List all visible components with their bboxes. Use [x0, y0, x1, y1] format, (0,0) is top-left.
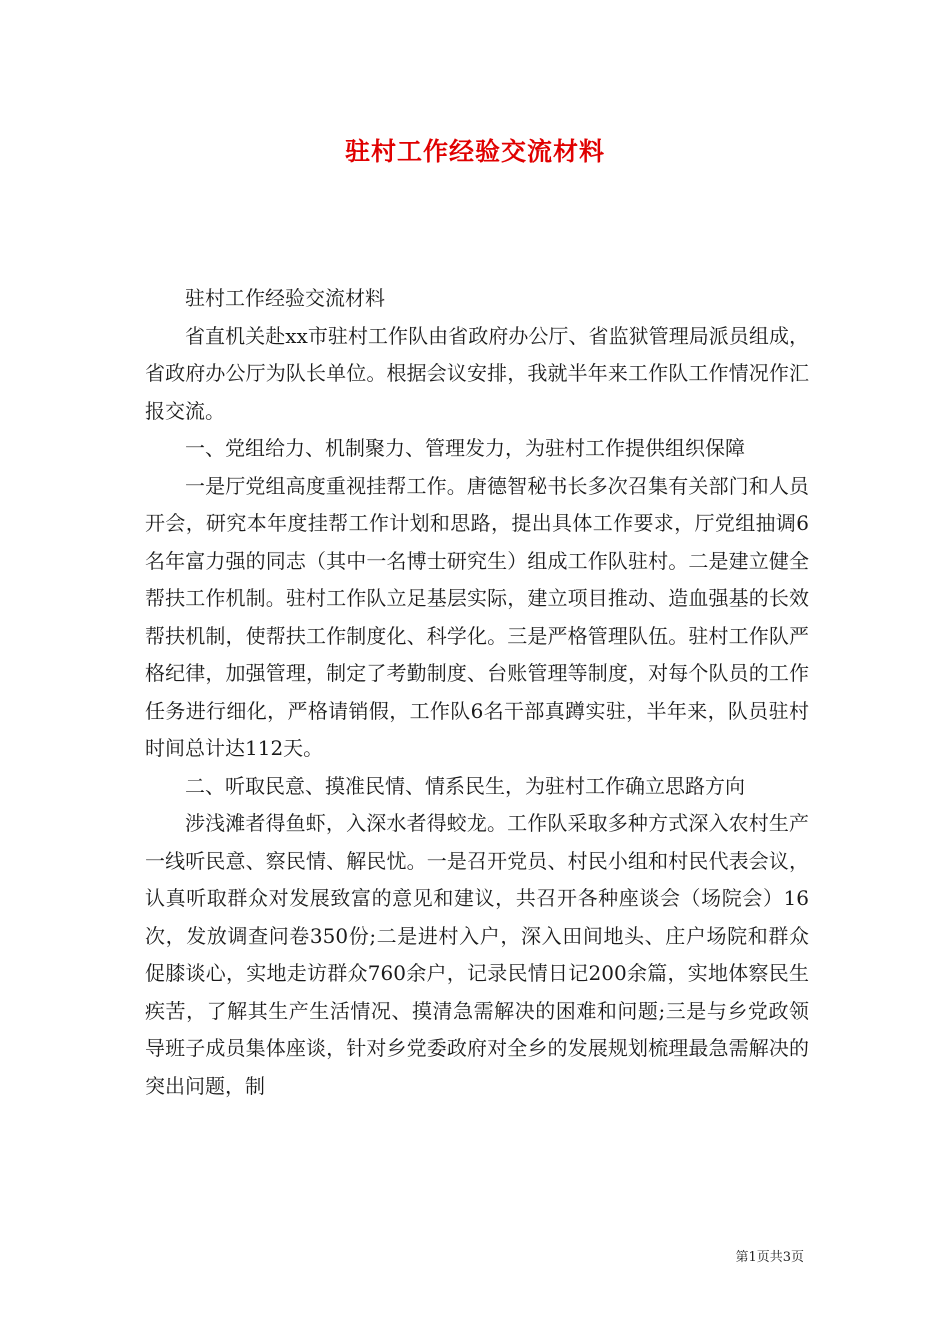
paragraph-section-2: 涉浅滩者得鱼虾，入深水者得蛟龙。工作队采取多种方式深入农村生产一线听民意、察民情、解民忧。一是召开党员、村民小组和村民代表会议，认真听取群众对发展致富的意见和建议，共召开各种座谈会（场院会）16次，发放调查问卷350份;二是进村入户，深入田间地头、庄户场院和群众促膝谈心，实地走访群众760余户，记录民情日记200余篇，实地体察民生疾苦，了解其生产生活情况、摸清急需解决的困难和问题;三是与乡党政领导班子成员集体座谈，针对乡党委政府对全乡的发展规划梳理最急需解决的突出问题，制 — [145, 811, 809, 1098]
section-heading-2: 二、听取民意、摸准民情、情系民生，为驻村工作确立思路方向 — [185, 773, 745, 798]
paragraph-intro: 省直机关赴xx市驻村工作队由省政府办公厅、省监狱管理局派员组成，省政府办公厅为队长单位。根据会议安排，我就半年来工作队工作情况作汇报交流。 — [145, 323, 809, 423]
paragraph-section-1: 一是厅党组高度重视挂帮工作。唐德智秘书长多次召集有关部门和人员开会，研究本年度挂帮工作计划和思路，提出具体工作要求，厅党组抽调6名年富力强的同志（其中一名博士研究生）组成工作队驻村。二是建立健全帮扶工作机制。驻村工作队立足基层实际，建立项目推动、造血强基的长效帮扶机制，使帮扶工作制度化、科学化。三是严格管理队伍。驻村工作队严格纪律，加强管理，制定了考勤制度、台账管理等制度，对每个队员的工作任务进行细化，严格请销假，工作队6名干部真蹲实驻，半年来，队员驻村时间总计达112天。 — [145, 473, 809, 760]
document-title: 驻村工作经验交流材料 — [344, 137, 605, 166]
document-body — [145, 280, 809, 1105]
section-heading-1: 一、党组给力、机制聚力、管理发力，为驻村工作提供组织保障 — [185, 436, 745, 460]
paragraph-subtitle: 驻村工作经验交流材料 — [185, 286, 385, 310]
page-number: 第1页共3页 — [735, 1250, 804, 1265]
